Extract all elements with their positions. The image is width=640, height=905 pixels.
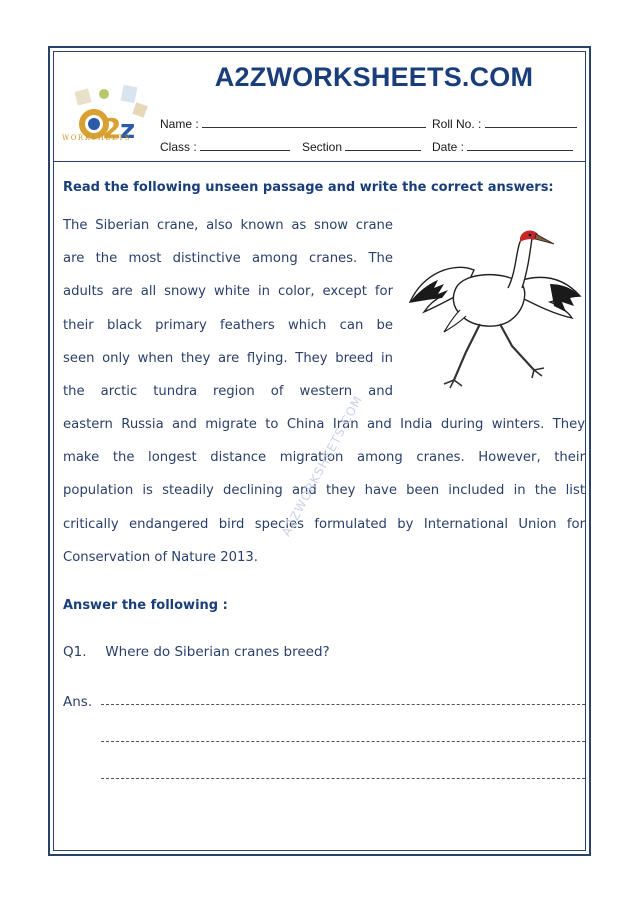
answer-heading: Answer the following :: [63, 598, 228, 613]
logo-subtext: WORKSHEETS: [62, 134, 132, 142]
site-title: A2ZWORKSHEETS.COM: [214, 62, 534, 92]
passage-line: Conservation of Nature 2013.: [63, 550, 258, 565]
name-field-row: [160, 116, 426, 131]
answer-label: Ans.: [63, 694, 93, 710]
question-number: Q1.: [63, 644, 87, 660]
date-field-line[interactable]: [467, 139, 573, 151]
svg-text:z: z: [120, 115, 136, 145]
answer-line[interactable]: [101, 778, 585, 779]
name-label: Name :: [160, 117, 199, 131]
answer-line[interactable]: [101, 704, 585, 705]
class-field-row: [160, 139, 290, 154]
class-label: Class :: [160, 140, 197, 154]
worksheet-inner-border: [53, 51, 586, 851]
roll-label: Roll No. :: [432, 117, 482, 131]
section-field-line[interactable]: [345, 139, 421, 151]
answer-line[interactable]: [101, 741, 585, 742]
name-field-line[interactable]: [202, 116, 426, 128]
instruction-text: Read the following unseen passage and write the correct answers:: [63, 180, 554, 195]
question-text: Where do Siberian cranes breed?: [105, 644, 330, 660]
passage-line: eastern Russia and migrate to China Iran and India during winters. They: [63, 417, 585, 432]
passage-line: seen only when they are flying. They breed in: [63, 351, 393, 366]
date-label: Date :: [432, 140, 465, 154]
worksheet-header: [54, 52, 585, 162]
passage-line: their black primary feathers which can be: [63, 318, 393, 333]
passage-line: critically endangered bird species formulated by International Union for: [63, 517, 585, 532]
passage-line: adults are all snowy white in color, except for: [63, 284, 393, 299]
date-field-row: [432, 139, 573, 154]
watermark-text: A2ZWORKSHEETS.COM: [279, 393, 366, 539]
worksheet-border: [48, 46, 591, 856]
passage-line: the arctic tundra region of western and: [63, 384, 393, 399]
roll-field-line[interactable]: [485, 116, 577, 128]
passage-line: are the most distinctive among cranes. The: [63, 251, 393, 266]
question-1: [63, 644, 330, 660]
section-label: Section: [302, 140, 343, 154]
section-field-row: [302, 139, 421, 154]
passage-line: population is steadily declining and they have been included in the list: [63, 483, 585, 498]
roll-field-row: [432, 116, 577, 131]
passage-line: make the longest distance migration among cranes. However, their: [63, 450, 585, 465]
svg-text:2: 2: [102, 112, 122, 145]
siberian-crane-illustration: [404, 222, 584, 392]
class-field-line[interactable]: [200, 139, 290, 151]
passage-line: The Siberian crane, also known as snow crane: [63, 218, 393, 233]
